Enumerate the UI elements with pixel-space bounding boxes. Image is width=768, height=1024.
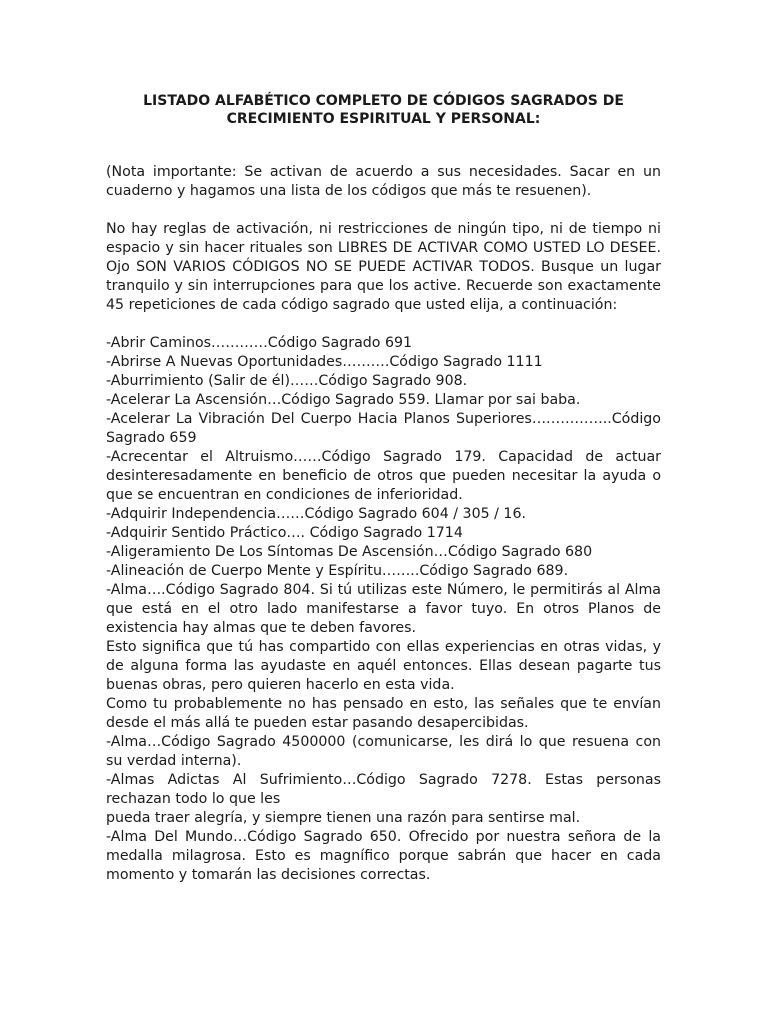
document-page: [106, 92, 661, 885]
list-item: -Almas Adictas Al Sufrimiento…Código Sagrado 7278. Estas personas rechazan todo lo que les: [106, 772, 661, 807]
list-item: -Adquirir Independencia……Código Sagrado 604 / 305 / 16.: [106, 506, 526, 522]
list-item: -Aburrimiento (Salir de él)……Código Sagrado 908.: [106, 373, 468, 389]
list-item: -Abrirse A Nuevas Oportunidades……….Código Sagrado 1111: [106, 354, 543, 370]
list-item: -Acelerar La Vibración Del Cuerpo Hacia Planos Superiores……………..Código Sagrado 659: [106, 411, 661, 446]
list-item: -Alma Del Mundo…Código Sagrado 650. Ofrecido por nuestra señora de la medalla milagrosa. Esto es magnífico porque sabrán que hacer en cada momento y tomarán las decisiones correctas.: [106, 829, 661, 883]
list-item: Como tu probablemente no has pensado en esto, las señales que te envían desde el más allá te pueden estar pasando desapercibidas.: [106, 696, 661, 731]
intro-paragraph: No hay reglas de activación, ni restricciones de ningún tipo, ni de tiempo ni espacio y sin hacer rituales son LIBRES DE ACTIVAR COMO USTED LO DESEE. Ojo SON VARIOS CÓDIGOS NO SE PUEDE ACTIVAR TODOS. Busque un lugar tranquilo y sin interrupciones para que los active. Recuerde son exactamente 45 repeticiones de cada código sagrado que usted elija, a continuación:: [106, 221, 661, 313]
list-item: -Abrir Caminos…………Código Sagrado 691: [106, 335, 413, 351]
list-item: -Alma….Código Sagrado 804. Si tú utilizas este Número, le permitirás al Alma que está en el otro lado manifestarse a favor tuyo. En otros Planos de existencia hay almas que te deben favores.: [106, 582, 661, 636]
code-list: [106, 334, 661, 885]
list-item: -Aligeramiento De Los Síntomas De Ascensión…Código Sagrado 680: [106, 544, 593, 560]
list-item: Esto significa que tú has compartido con ellas experiencias en otras vidas, y de alguna forma las ayudaste en aquél entonces. Ellas desean pagarte tus buenas obras, pero quieren hacerlo en esta vida.: [106, 639, 661, 693]
list-item: -Acrecentar el Altruismo……Código Sagrado 179. Capacidad de actuar desinteresadamente en beneficio de otros que pueden necesitar la ayuda o que se encuentran en condiciones de inferioridad.: [106, 449, 661, 503]
list-item: pueda traer alegría, y siempre tienen una razón para sentirse mal.: [106, 810, 581, 826]
list-item: -Alineación de Cuerpo Mente y Espíritu……..Código Sagrado 689.: [106, 563, 569, 579]
list-item: -Adquirir Sentido Práctico…. Código Sagrado 1714: [106, 525, 463, 541]
important-note: (Nota importante: Se activan de acuerdo a sus necesidades. Sacar en un cuaderno y hagamos una lista de los códigos que más te resuenen).: [106, 164, 661, 199]
document-title: LISTADO ALFABÉTICO COMPLETO DE CÓDIGOS SAGRADOS DE CRECIMIENTO ESPIRITUAL Y PERSONAL:: [143, 93, 624, 127]
list-item: -Alma…Código Sagrado 4500000 (comunicarse, les dirá lo que resuena con su verdad interna).: [106, 734, 661, 769]
list-item: -Acelerar La Ascensión…Código Sagrado 559. Llamar por sai baba.: [106, 392, 581, 408]
